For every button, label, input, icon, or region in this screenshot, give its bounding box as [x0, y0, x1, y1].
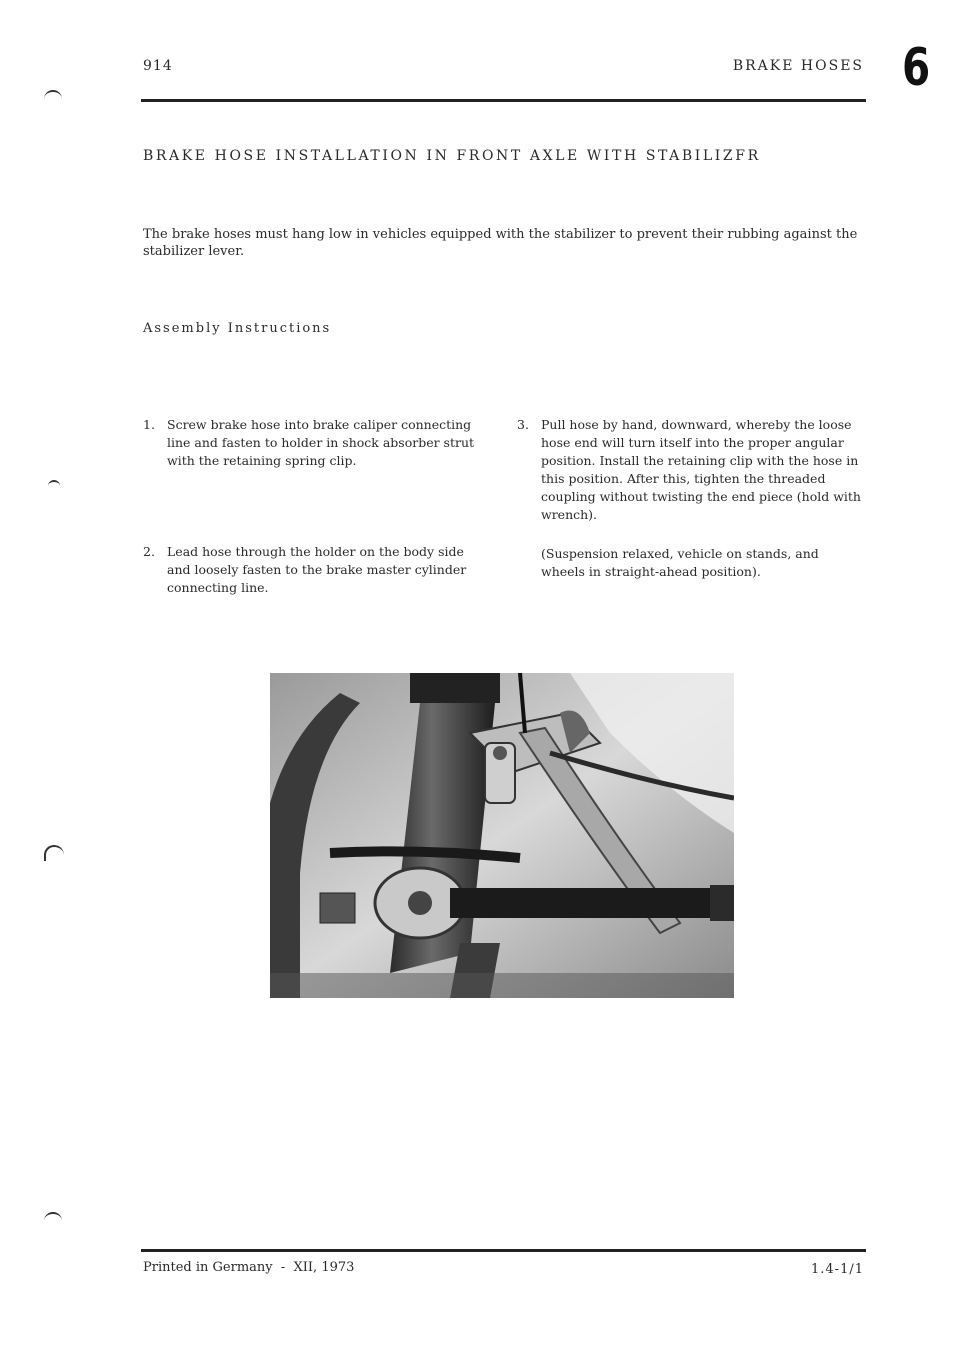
step-note: (Suspension relaxed, vehicle on stands, and wheels in straight-ahead position). [541, 546, 819, 579]
step-item [143, 416, 483, 470]
subheading: Assembly Instructions [143, 321, 332, 336]
step-text: Lead hose through the holder on the body side and loosely fasten to the brake master cylinder connecting line. [167, 544, 467, 595]
print-info: Printed in Germany - XII, 1973 [143, 1260, 355, 1275]
margin-mark [44, 90, 62, 100]
page-number: 1.4-1/1 [811, 1262, 864, 1277]
model-number: 914 [143, 58, 173, 74]
assembly-photo [270, 673, 734, 998]
margin-mark [44, 845, 64, 861]
margin-mark [48, 480, 60, 490]
page-title: BRAKE HOSE INSTALLATION IN FRONT AXLE WITH STABILIZFR [143, 148, 761, 164]
step-number: 3. [517, 417, 529, 432]
chapter-number: 6 [902, 38, 931, 98]
step-number: 1. [143, 417, 155, 432]
photo-illustration [270, 673, 734, 998]
intro-paragraph: The brake hoses must hang low in vehicles equipped with the stabilizer to prevent their rubbing against the stabilizer lever. [143, 227, 858, 259]
step-number: 2. [143, 544, 155, 559]
step-item [517, 416, 862, 524]
margin-mark [44, 1212, 62, 1222]
header-rule [141, 99, 866, 102]
step-text: Screw brake hose into brake caliper connecting line and fasten to holder in shock absorber strut with the retaining spring clip. [167, 417, 475, 468]
step-item [143, 543, 483, 597]
section-title: BRAKE HOSES [732, 58, 864, 74]
step-text: Pull hose by hand, downward, whereby the loose hose end will turn itself into the proper angular position. Install the retaining clip with the hose in this position. After this, tighten the threaded coupling without twisting the end piece (hold with wrench). [541, 417, 861, 522]
footer-rule [141, 1249, 866, 1252]
